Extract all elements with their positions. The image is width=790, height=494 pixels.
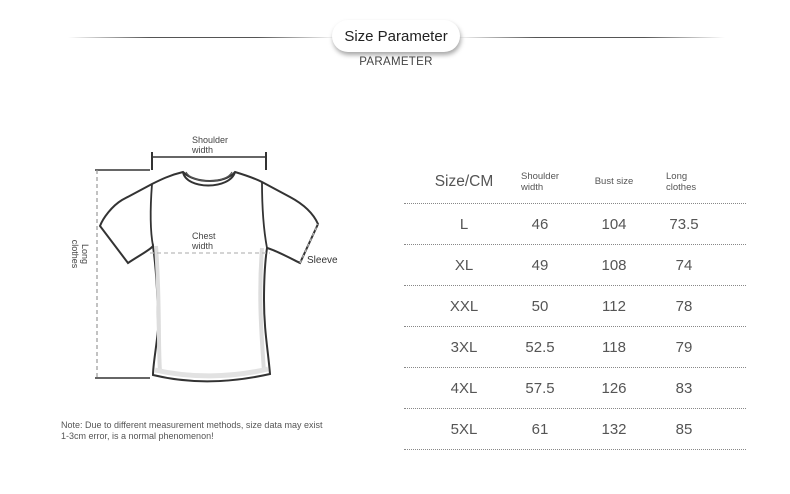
- cell-size: 5XL: [450, 420, 478, 438]
- cell-shoulder: 46: [531, 215, 549, 233]
- cell-shoulder: 49: [531, 256, 549, 274]
- table-row: [404, 368, 746, 409]
- cell-size: XXL: [449, 297, 479, 315]
- note-line-2: 1-3cm error, is a normal phenomenon!: [61, 431, 214, 441]
- header-subtitle: PARAMETER: [359, 56, 433, 68]
- cell-bust: 132: [601, 420, 627, 438]
- cell-size: L: [459, 215, 469, 233]
- cell-long: 73.5: [669, 215, 699, 233]
- table-header-row: [404, 160, 746, 204]
- table-row: [404, 409, 746, 450]
- header-long-clothes: Long clothes: [666, 170, 697, 193]
- table-row: [404, 204, 746, 245]
- table-row: [404, 286, 746, 327]
- cell-bust: 118: [602, 338, 626, 356]
- header-title: Size Parameter: [332, 20, 460, 52]
- header-size: Size/CM: [434, 173, 494, 190]
- cell-size: 4XL: [450, 379, 478, 397]
- size-table: [404, 160, 746, 450]
- cell-long: 74: [675, 256, 693, 274]
- measurement-note: [61, 420, 351, 442]
- cell-shoulder: 57.5: [525, 379, 555, 397]
- cell-long: 83: [675, 379, 693, 397]
- cell-long: 85: [675, 420, 693, 438]
- cell-size: 3XL: [450, 338, 478, 356]
- sleeve-label: Sleeve: [307, 255, 338, 266]
- cell-long: 79: [675, 338, 693, 356]
- shoulder-width-label: Shoulder width: [192, 135, 229, 155]
- header-line-right: [455, 37, 725, 38]
- note-line-1: Note: Due to different measurement methods, size data may exist: [61, 420, 323, 430]
- chest-width-label: Chest width: [192, 231, 216, 251]
- cell-long: 78: [675, 297, 693, 315]
- table-row: [404, 245, 746, 286]
- long-clothes-label: Long clothes: [70, 239, 90, 269]
- cell-bust: 104: [601, 215, 627, 233]
- table-row: [404, 327, 746, 368]
- header-bust-size: Bust size: [594, 176, 634, 187]
- tshirt-outline: [100, 172, 318, 381]
- cell-shoulder: 61: [531, 420, 549, 438]
- cell-bust: 108: [601, 256, 627, 274]
- header-shoulder-width: Shoulder width: [521, 170, 560, 193]
- cell-bust: 126: [601, 379, 627, 397]
- cell-bust: 112: [602, 297, 626, 315]
- cell-shoulder: 50: [531, 297, 549, 315]
- cell-size: XL: [454, 256, 474, 274]
- cell-shoulder: 52.5: [525, 338, 555, 356]
